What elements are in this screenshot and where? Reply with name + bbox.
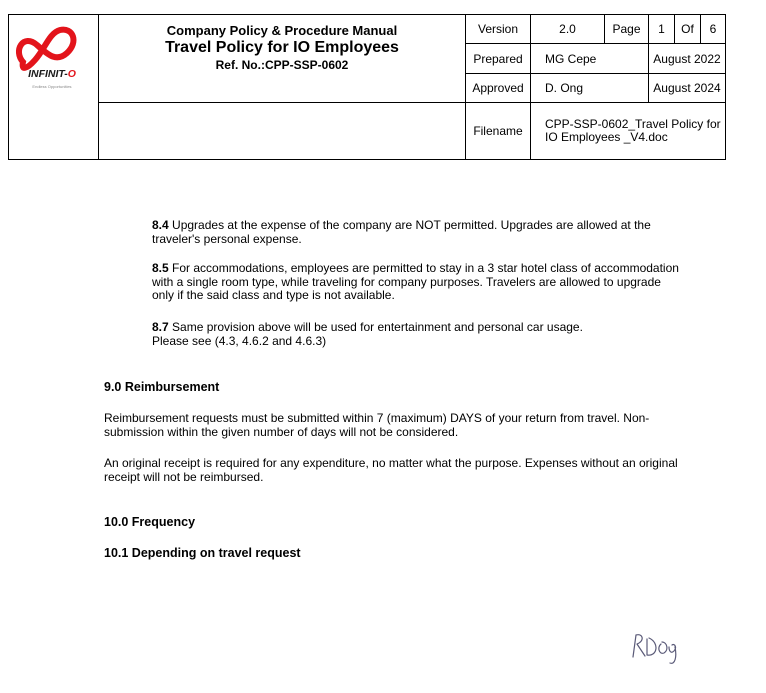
title-cell-bottom [99, 103, 466, 160]
svg-text:Endless Opportunities: Endless Opportunities [32, 84, 72, 89]
prepared-by: MG Cepe [531, 44, 649, 73]
section-9-heading: 9.0 Reimbursement [104, 380, 220, 394]
section-10-1-heading: 10.1 Depending on travel request [104, 546, 301, 560]
signature-initials [627, 627, 687, 669]
version-label: Version [466, 15, 531, 44]
reference-number: Ref. No.:CPP-SSP-0602 [215, 58, 349, 72]
policy-title: Travel Policy for IO Employees [165, 39, 399, 56]
clause-8-5-text: For accommodations, employees are permitted to stay in a 3 star hotel class of accommodation with a single room type, while traveling for company purposes. Travelers are allowed to upgrade only if the said class and type is not available. [152, 261, 679, 303]
document-header [8, 14, 726, 160]
manual-title: Company Policy & Procedure Manual [166, 23, 398, 38]
approved-label: Approved [466, 73, 531, 102]
approved-by: D. Ong [531, 73, 649, 102]
clause-8-7-number: 8.7 [152, 320, 169, 334]
prepared-label: Prepared [466, 44, 531, 73]
section-10-heading: 10.0 Frequency [104, 515, 196, 529]
page-total: 6 [701, 15, 726, 44]
infinito-logo [9, 15, 98, 159]
clause-8-4 [152, 219, 697, 246]
clause-8-7 [152, 321, 697, 348]
prepared-date: August 2022 [649, 44, 726, 73]
clause-8-5 [152, 262, 682, 303]
version-value: 2.0 [531, 15, 605, 44]
clause-8-5-number: 8.5 [152, 261, 169, 275]
title-cell [99, 15, 466, 103]
filename-label: Filename [466, 103, 531, 160]
of-label: Of [675, 15, 701, 44]
clause-8-7-line2: Please see (4.3, 4.6.2 and 4.6.3) [152, 333, 327, 348]
page-label: Page [605, 15, 649, 44]
filename-value: CPP-SSP-0602_Travel Policy for IO Employees _V4.doc [531, 103, 726, 160]
clause-8-4-number: 8.4 [152, 218, 169, 232]
approved-date: August 2024 [649, 73, 726, 102]
section-9-paragraph-1: Reimbursement requests must be submitted within 7 (maximum) DAYS of your return from travel. Non-submission within the given number of days will not be considered. [104, 411, 650, 439]
logo-cell [9, 15, 99, 160]
clause-8-7-line1: Same provision above will be used for entertainment and personal car usage. [172, 320, 583, 334]
section-9-paragraph-2: An original receipt is required for any expenditure, no matter what the purpose. Expenses without an original receipt will not be reimbursed. [104, 456, 678, 484]
clause-8-4-text: Upgrades at the expense of the company are NOT permitted. Upgrades are allowed at the traveler's personal expense. [152, 218, 651, 246]
page-number: 1 [649, 15, 675, 44]
svg-text:INFINIT-O: INFINIT-O [28, 68, 76, 80]
